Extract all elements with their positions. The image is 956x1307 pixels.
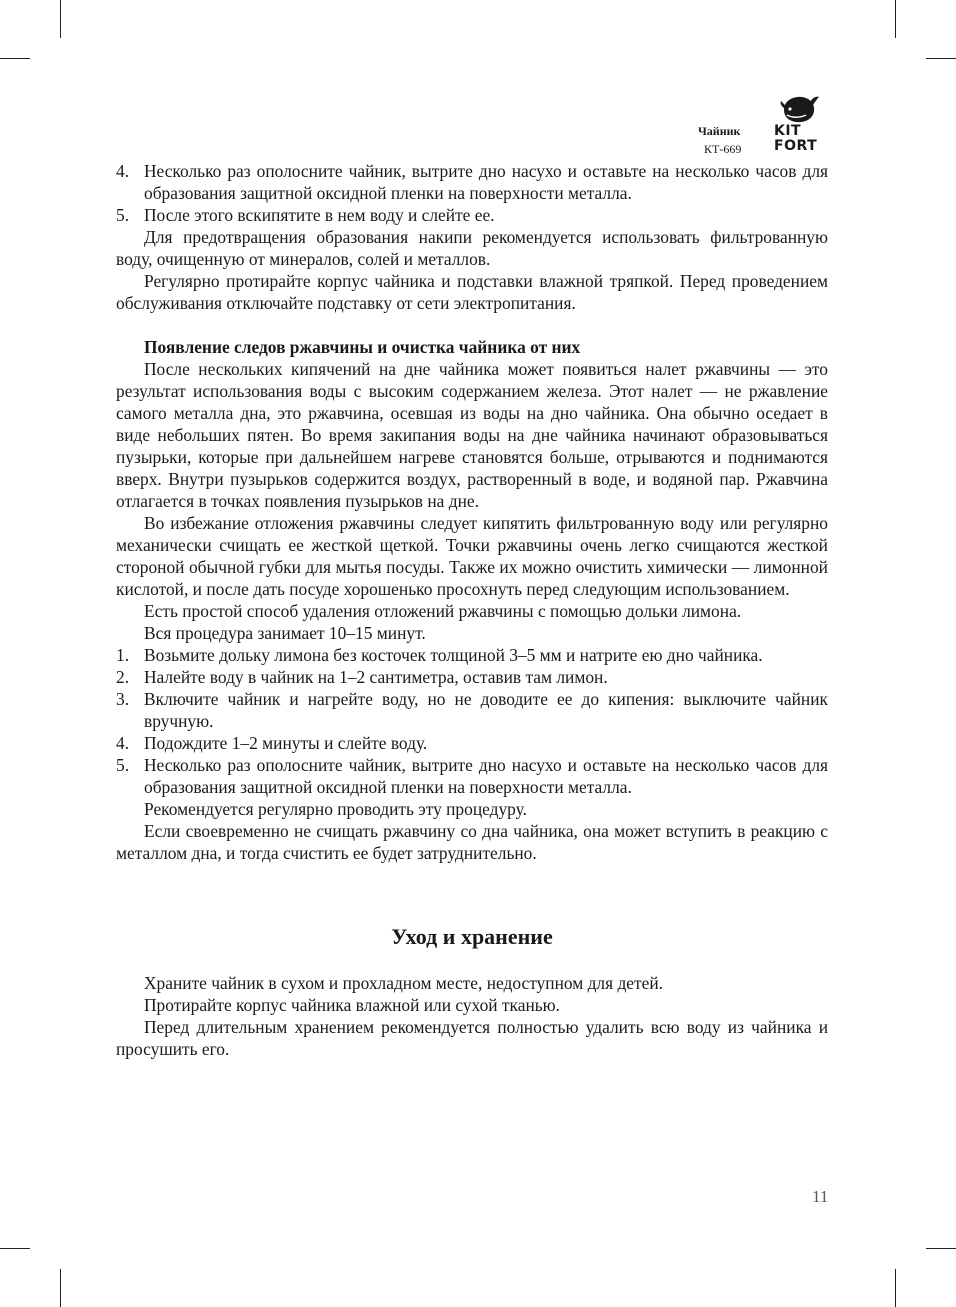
list-item: 5. Несколько раз ополосните чайник, вытрите дно насухо и оставьте на несколько часов для образования защитной оксидной пленки на поверхности металла. — [116, 755, 828, 797]
rust-paragraph-4: Вся процедура занимает 10–15 минут. — [144, 623, 426, 643]
crop-mark-bottom-left — [60, 1269, 61, 1307]
crop-mark-bottom-left-h — [0, 1248, 30, 1249]
rust-paragraph-6: Если своевременно не счищать ржавчину со дна чайника, она может вступить в реакцию с металлом дна, и тогда счистить ее будет затруднительно. — [116, 821, 828, 863]
paragraph-filter: Для предотвращения образования накипи рекомендуется использовать фильтрованную воду, очищенную от минералов, солей и металлов. — [116, 227, 828, 269]
section-title-care: Уход и хранение — [391, 924, 553, 949]
crop-mark-top-left — [60, 0, 61, 38]
care-paragraph-3: Перед длительным хранением рекомендуется полностью удалить всю воду из чайника и просушить его. — [116, 1017, 828, 1059]
crop-mark-top-left-h — [0, 58, 30, 59]
crop-mark-bottom-right-h — [926, 1248, 956, 1249]
list-item: 4. Несколько раз ополосните чайник, вытрите дно насухо и оставьте на несколько часов для образования защитной оксидной пленки на поверхности металла. — [116, 161, 828, 203]
whale-icon — [780, 94, 820, 124]
care-paragraph-1: Храните чайник в сухом и прохладном месте, недоступном для детей. — [144, 973, 664, 993]
page-header — [690, 94, 840, 160]
brand-logo — [774, 94, 834, 154]
header-model: КТ-669 — [704, 142, 742, 156]
crop-mark-bottom-right — [895, 1269, 896, 1307]
rust-paragraph-1: После нескольких кипячений на дне чайника может появиться налет ржавчины — это результат использования воды с высоким содержанием железа. Этот налет — не ржавление самого металла дна, это ржавчина, осевшая из воды на дно чайника. Она обычно оседает в виде небольших пятен. Во время закипания воды на дне чайника начинают образовываться пузырьки, которые при дальнейшем нагреве становятся больше, отрываются и поднимаются вверх. Внутри пузырьков содержится воздух, растворенный в воде, и водяной пар. Ржавчина отлагается в точках появления пузырьков на дне. — [116, 359, 828, 511]
logo-fort: FORT — [774, 138, 818, 154]
logo-kit: KIT — [774, 123, 802, 139]
list-item: 5. После этого вскипятите в нем воду и слейте ее. — [116, 205, 495, 225]
list-item: 2. Налейте воду в чайник на 1–2 сантиметра, оставив там лимон. — [116, 667, 608, 687]
page-content — [116, 160, 828, 1060]
care-paragraph-2: Протирайте корпус чайника влажной или сухой тканью. — [144, 995, 561, 1015]
paragraph-wipe: Регулярно протирайте корпус чайника и подставки влажной тряпкой. Перед проведением обслуживания отключайте подставку от сети электропитания. — [116, 271, 828, 313]
rust-paragraph-2: Во избежание отложения ржавчины следует кипятить фильтрованную воду или регулярно механически счищать ее жесткой щеткой. Точки ржавчины очень легко счищаются жесткой стороной обычной губки для мытья посуды. Также их можно очистить химически — лимонной кислотой, и после дать посуде хорошенько просохнуть перед следующим использованием. — [116, 513, 828, 599]
list-item: 4. Подождите 1–2 минуты и слейте воду. — [116, 733, 428, 753]
rust-heading: Появление следов ржавчины и очистка чайника от них — [144, 337, 581, 357]
header-product: Чайник — [698, 124, 741, 138]
rust-paragraph-5: Рекомендуется регулярно проводить эту процедуру. — [144, 799, 527, 819]
crop-mark-top-right-h — [926, 58, 956, 59]
page-number: 11 — [812, 1187, 829, 1206]
rust-paragraph-3: Есть простой способ удаления отложений ржавчины с помощью дольки лимона. — [144, 601, 742, 621]
list-item: 1. Возьмите дольку лимона без косточек толщиной 3–5 мм и натрите ею дно чайника. — [116, 645, 763, 665]
list-item: 3. Включите чайник и нагрейте воду, но не доводите ее до кипения: выключите чайник вручную. — [116, 689, 828, 731]
crop-mark-top-right — [895, 0, 896, 38]
